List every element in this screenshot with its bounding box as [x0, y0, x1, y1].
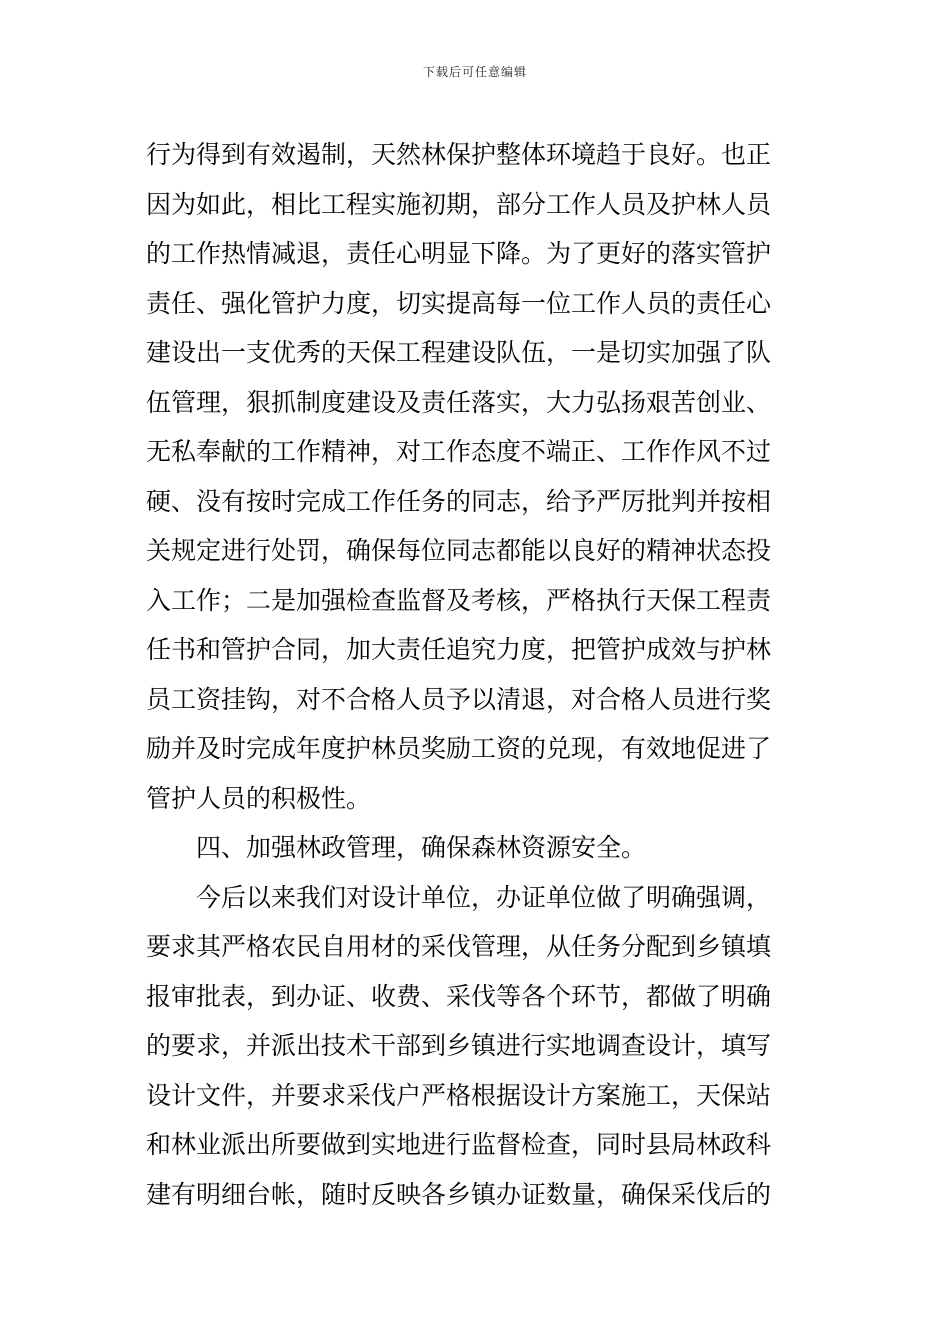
page-header: 下载后可任意编辑 — [422, 65, 527, 79]
text-line: 因为如此，相比工程实施初期，部分工作人员及护林人员 — [146, 189, 772, 219]
document-body — [146, 130, 816, 1219]
text-line: 关规定进行处罚，确保每位同志都能以良好的精神状态投 — [146, 536, 772, 565]
text-line: 伍管理，狠抓制度建设及责任落实，大力弘扬艰苦创业、 — [146, 387, 772, 417]
text-line: 的工作热情减退，责任心明显下降。为了更好的落实管护 — [146, 239, 772, 268]
text-line: 要求其严格农民自用材的采伐管理，从任务分配到乡镇填 — [146, 932, 772, 961]
text-line: 今后以来我们对设计单位，办证单位做了明确强调， — [196, 882, 772, 912]
text-line: 四、加强林政管理，确保森林资源安全。 — [196, 833, 647, 862]
text-line: 报审批表，到办证、收费、采伐等各个环节，都做了明确 — [146, 981, 772, 1011]
text-line: 建有明细台帐，随时反映各乡镇办证数量，确保采伐后的 — [146, 1179, 772, 1209]
text-line: 任书和管护合同，加大责任追究力度，把管护成效与护林 — [146, 635, 772, 664]
text-line: 的要求，并派出技术干部到乡镇进行实地调查设计，填写 — [146, 1031, 772, 1060]
text-line: 行为得到有效遏制，天然林保护整体环境趋于良好。也正 — [146, 140, 772, 169]
text-line: 责任、强化管护力度，切实提高每一位工作人员的责任心 — [146, 288, 772, 318]
text-line: 入工作；二是加强检查监督及考核，严格执行天保工程责 — [146, 585, 772, 615]
text-line: 设计文件，并要求采伐户严格根据设计方案施工，天保站 — [146, 1080, 772, 1110]
text-line: 硬、没有按时完成工作任务的同志，给予严厉批判并按相 — [146, 486, 772, 516]
text-line: 和林业派出所要做到实地进行监督检查，同时县局林政科 — [146, 1130, 772, 1159]
text-line: 无私奉献的工作精神，对工作态度不端正、工作作风不过 — [146, 437, 772, 466]
text-line: 管护人员的积极性。 — [146, 783, 372, 813]
text-line: 建设出一支优秀的天保工程建设队伍，一是切实加强了队 — [146, 338, 772, 367]
text-line: 励并及时完成年度护林员奖励工资的兑现，有效地促进了 — [146, 734, 772, 763]
text-line: 员工资挂钩，对不合格人员予以清退，对合格人员进行奖 — [146, 684, 772, 714]
